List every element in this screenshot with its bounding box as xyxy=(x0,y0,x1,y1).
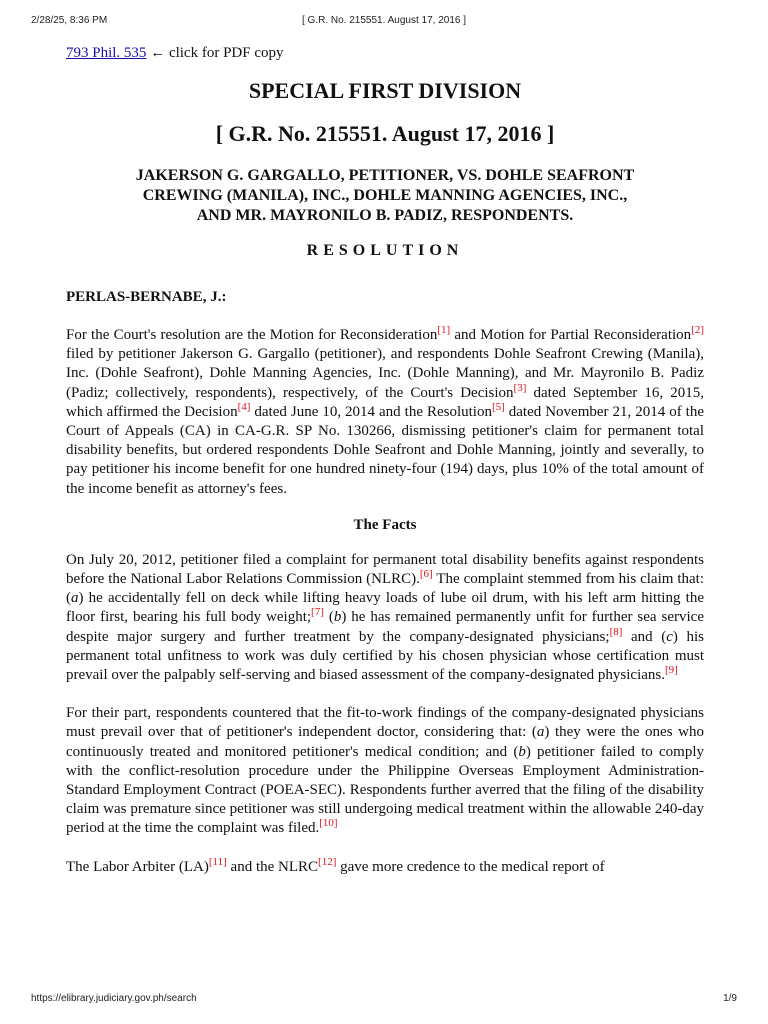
case-number-heading: [ G.R. No. 215551. August 17, 2016 ] xyxy=(215,121,555,146)
italic-letter: a xyxy=(536,724,545,741)
footnote-ref-4[interactable]: [4] xyxy=(237,400,251,413)
print-footer xyxy=(0,993,768,1007)
text-run: ) he accidentally fell on deck while lifting heavy loads of lube oil drum, with his left arm hitting the floor first, bearing his full body weight; xyxy=(66,590,704,626)
print-header xyxy=(0,15,768,29)
footnote-ref-2[interactable]: [2] xyxy=(691,324,704,336)
italic-letter: a xyxy=(71,590,79,607)
pdf-copy-hint: ← click for PDF copy xyxy=(146,45,284,61)
footnote-ref-11[interactable]: [11] xyxy=(208,855,227,868)
paragraph-complaint xyxy=(66,551,704,685)
text-run: The complaint stemmed from his claim that: ( xyxy=(66,571,704,607)
text-run: and Motion for Partial Reconsideration xyxy=(450,327,692,343)
text-run: and the NLRC xyxy=(226,858,319,875)
pdf-copy-link[interactable]: 793 Phil. 535 xyxy=(66,45,147,61)
footnote-ref-6[interactable]: [6] xyxy=(419,568,433,581)
footnote-ref-9[interactable]: [9] xyxy=(665,664,678,677)
document-type-heading: RESOLUTION xyxy=(306,242,464,259)
text-run: ) they were the ones who continuously treated and monitored petitioner's medical condition; and ( xyxy=(66,724,704,760)
division-heading: SPECIAL FIRST DIVISION xyxy=(248,78,522,103)
text-run: For the Court's resolution are the Motion for Reconsideration xyxy=(66,327,438,343)
print-page-title: [ G.R. No. 215551. August 17, 2016 ] xyxy=(302,15,466,26)
footnote-ref-7[interactable]: [7] xyxy=(311,606,324,619)
parties-line: JAKERSON G. GARGALLO, PETITIONER, VS. DOHLE SEAFRONT xyxy=(135,167,635,184)
text-run: dated November 21, 2014 of the Court of Appeals (CA) in CA-G.R. SP No. 130266, dismissing petitioner's claim for permanent total disability benefits, but ordered respondents Dohle Seafront and Dohle Manning, jointly and severally, to pay petitioner his income benefit for one hundred ninety-four (194) days, plus 10% of the total amount of the income benefit as attorney's fees. xyxy=(66,403,704,497)
footnote-ref-12[interactable]: [12] xyxy=(318,855,337,868)
document-body xyxy=(66,42,704,877)
text-run: and ( xyxy=(622,628,667,645)
italic-letter: b xyxy=(518,743,526,760)
text-run: ( xyxy=(323,609,334,626)
text-run: dated September 16, 2015, which affirmed the Decision xyxy=(66,384,704,420)
footnote-ref-8[interactable]: [8] xyxy=(609,625,623,638)
parties-line: AND MR. MAYRONILO B. PADIZ, RESPONDENTS. xyxy=(196,207,574,224)
text-run: dated June 10, 2014 and the Resolution xyxy=(250,403,492,420)
footnote-ref-3[interactable]: [3] xyxy=(513,381,527,394)
footnote-ref-5[interactable]: [5] xyxy=(491,400,505,413)
text-run: ) petitioner failed to comply with the conflict-resolution procedure under the Philippine Overseas Employment Administration-Standard Employment Contract (POEA-SEC). Respondents further averred that the filing of the disability claim was premature since petitioner was still undergoing medical treatment within the allowable 240-day period at the time the complaint was filed. xyxy=(66,743,704,837)
paragraph-motions xyxy=(66,326,704,499)
print-page-count: 1/9 xyxy=(723,993,737,1004)
ponente: PERLAS-BERNABE, J.: xyxy=(66,289,227,305)
print-datetime: 2/28/25, 8:36 PM xyxy=(31,15,108,26)
text-run: filed by petitioner Jakerson G. Gargallo (petitioner), and respondents Dohle Seafront Crewing (Manila), Inc. (Dohle Seafront), Dohle Manning Agencies, Inc. (Dohle Manning), and Mr. Mayronilo B. Padiz (Padiz; collectively, respondents), respectively, of the Court's Decision xyxy=(66,346,704,401)
footnote-ref-10[interactable]: [10] xyxy=(319,817,338,830)
parties-line: CREWING (MANILA), INC., DOHLE MANNING AGENCIES, INC., xyxy=(142,187,628,204)
text-run: For their part, respondents countered that the fit-to-work findings of the company-designated physicians must prevail over that of petitioner's independent doctor, considering that: ( xyxy=(66,705,704,741)
pdf-copy-line xyxy=(66,42,704,64)
print-url: https://elibrary.judiciary.gov.ph/search xyxy=(31,993,197,1004)
paragraph-labor-arbiter xyxy=(66,855,704,877)
facts-heading: The Facts xyxy=(353,516,417,533)
text-run: The Labor Arbiter (LA) xyxy=(66,858,209,875)
case-parties xyxy=(66,166,704,226)
text-run: gave more credence to the medical report of xyxy=(336,858,605,875)
text-run: ) his permanent total unfitness to work was duly certified by his chosen physician whose certification must prevail over the palpably self-serving and biased assessment of the company-designated physicians. xyxy=(66,628,704,684)
italic-letter: c xyxy=(666,628,673,645)
footnote-ref-1[interactable]: [1] xyxy=(437,324,451,336)
italic-letter: b xyxy=(333,609,342,626)
text-run: ) he has remained permanently unfit for further sea service despite major surgery and further treatment by the company-designated physicians; xyxy=(66,609,704,645)
paragraph-respondents xyxy=(66,704,704,838)
text-run: On July 20, 2012, petitioner filed a complaint for permanent total disability benefits against respondents before the National Labor Relations Commission (NLRC). xyxy=(66,551,704,588)
